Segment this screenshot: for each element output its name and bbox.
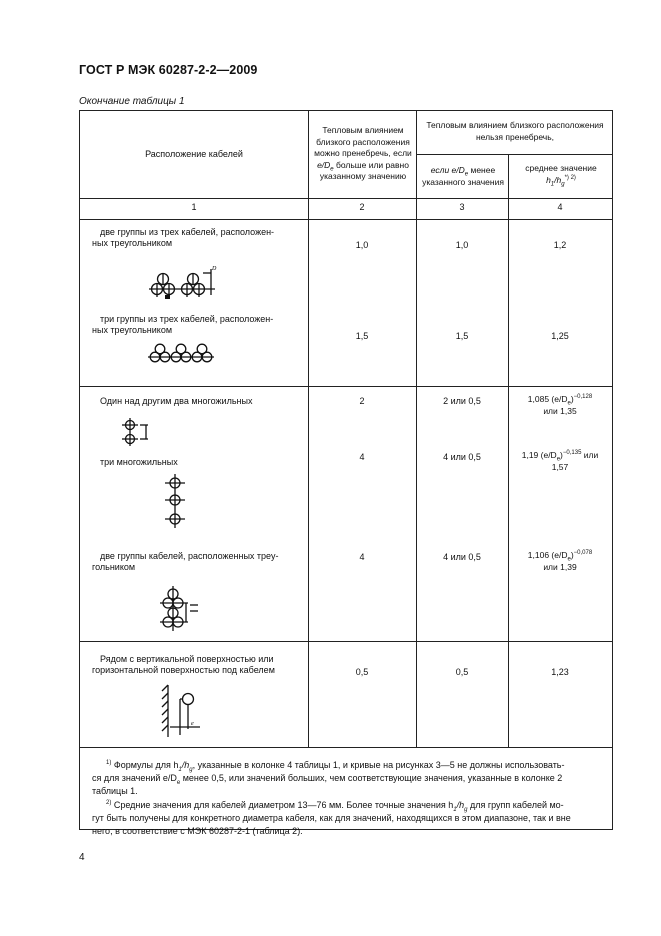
svg-text:D: D: [212, 266, 217, 272]
row6-c3: 0,5: [455, 667, 469, 677]
subheader-rule: [416, 154, 612, 155]
row6-label: Рядом с вертикальной поверхностью или горизонтальной поверхностью под кабелем: [92, 654, 275, 675]
group2-bottom-rule: [80, 641, 612, 642]
cable-near-wall-figure: [160, 683, 208, 739]
row4-c2: 4: [359, 452, 365, 462]
row5-c4: 1,106 $(e/D_e)^{-0,078}$ или 1,39: [527, 550, 593, 572]
two-stacked-cables-figure: [118, 416, 158, 450]
head-col4: среднее значение $h_1/h_g^{*) 2)}$: [525, 163, 597, 188]
row4-c4: 1,19 $(e/D_e)^{-0,135}$ или 1,57: [521, 450, 599, 472]
head-col1: Расположение кабелей: [145, 149, 243, 159]
row6-c2: 0,5: [355, 667, 369, 677]
head-group: Тепловым влиянием близкого расположения нельзя пренебречь,: [426, 120, 604, 142]
row5-label: две группы кабелей, расположенных треу- гольником: [92, 551, 279, 572]
table-1-continuation: [79, 110, 613, 836]
colnum-1: 1: [191, 202, 197, 212]
footnote-1: $^{1)}$ Формулы для $h_1/h_g$, указанные в колонке 4 таблицы 1, и кривые на рисунках 3—5 не должны использовать- ся для значений $e/D_e$ менее 0,5, или значений больших, чем соответствующие значения, указанные в колонке 2 таблицы 1.: [92, 760, 565, 796]
header-bottom-rule: [80, 198, 612, 199]
row5-c3: 4 или 0,5: [443, 552, 481, 562]
row3-c4: 1,085 $(e/D_e)^{-0,128}$ или 1,35: [527, 394, 593, 416]
row4-c3: 4 или 0,5: [443, 452, 481, 462]
numbers-bottom-rule: [80, 219, 612, 220]
colnum-3: 3: [459, 202, 465, 212]
group3-bottom-rule: [80, 747, 612, 748]
row5-c2: 4: [359, 552, 365, 562]
row6-c4: 1,23: [551, 667, 569, 677]
row1-c3: 1,0: [455, 240, 469, 250]
head-col3: если $e/D_e$ менее указанного значения: [422, 165, 504, 187]
three-stacked-cables-figure: [163, 473, 187, 529]
footnote-2: $^{2)}$ Средние значения для кабелей диаметром 13—76 мм. Более точные значения $h_1/h_g$ для групп кабелей мо- гут быть получены для конкретного диаметра кабеля, как для значений, находящихся в этом диапазоне, так и вне него, в соответствие с МЭК 60287-2-1 (таблица 2).: [92, 800, 571, 836]
two-trefoil-stacked-figure: [158, 581, 208, 633]
table-caption: Окончание таблицы 1: [79, 96, 185, 107]
row4-label: три многожильных: [100, 457, 178, 467]
colnum-2: 2: [359, 202, 365, 212]
two-trefoil-groups-figure: [145, 257, 225, 303]
page-number: 4: [79, 852, 85, 863]
row2-c2: 1,5: [355, 331, 369, 341]
svg-text:e: e: [191, 721, 194, 727]
row2-c3: 1,5: [455, 331, 469, 341]
row1-label: две группы из трех кабелей, расположен- ных треугольником: [92, 227, 275, 248]
row1-c2: 1,0: [355, 240, 369, 250]
three-trefoil-groups-figure: [146, 339, 216, 367]
row3-c3: 2 или 0,5: [443, 396, 481, 406]
row3-label: Один над другим два многожильных: [100, 396, 253, 406]
row2-label: три группы из трех кабелей, расположен- ных треугольником: [92, 314, 274, 335]
colnum-4: 4: [557, 202, 563, 212]
row3-c2: 2: [359, 396, 365, 406]
row2-c4: 1,25: [551, 331, 569, 341]
document-header: ГОСТ Р МЭК 60287-2-2—2009: [79, 63, 258, 77]
group1-bottom-rule: [80, 386, 612, 387]
row1-c4: 1,2: [553, 240, 567, 250]
head-col2: Тепловым влиянием близкого расположения можно пренебречь, если $e/D_e$ больше или равно указанному значению: [314, 125, 412, 181]
